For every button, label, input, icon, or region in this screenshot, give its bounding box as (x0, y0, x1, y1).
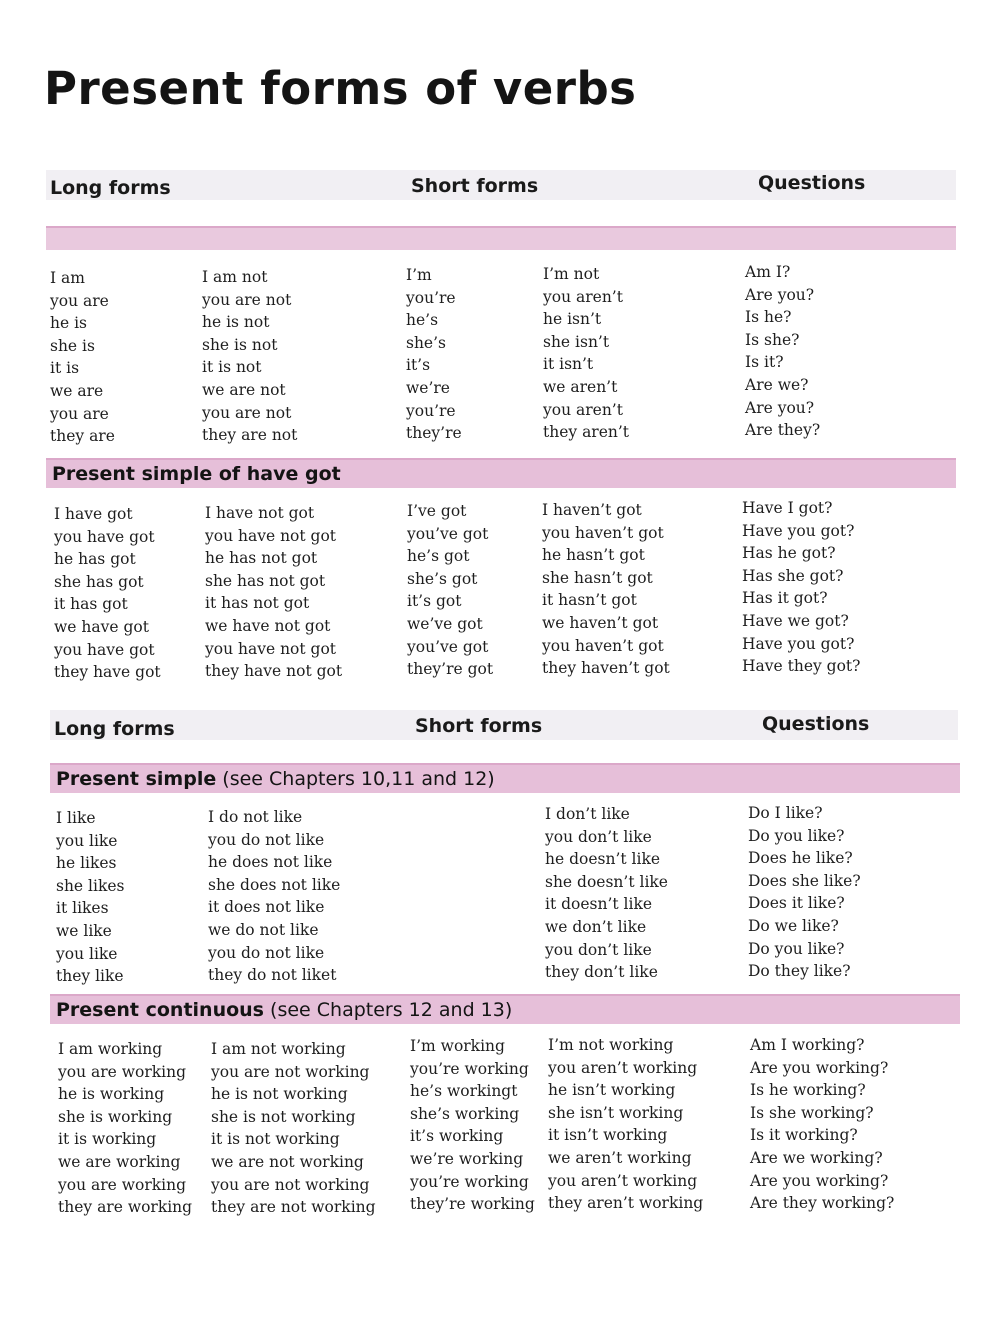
present-continuous-questions-column (750, 1034, 894, 1215)
list-item: you are (50, 291, 109, 310)
list-item: I don’t like (545, 805, 630, 823)
list-item: you aren’t (543, 400, 623, 419)
list-item: Do I like? (748, 804, 823, 822)
list-item: you do not like (208, 830, 325, 849)
list-item: Are they working? (750, 1194, 895, 1213)
list-item: it is working (58, 1130, 157, 1149)
list-item: we don’t like (545, 917, 647, 936)
list-item: it has not got (205, 594, 310, 613)
list-item: I am not (202, 268, 268, 286)
list-item: Am I? (745, 263, 791, 281)
list-item: we have got (54, 617, 149, 636)
list-item: they have got (54, 663, 161, 682)
list-item: it’s got (407, 592, 462, 611)
list-item: you have got (54, 640, 155, 659)
chapter-reference: (see Chapters 12 and 13) (270, 999, 513, 1021)
list-item: Is it working? (750, 1126, 858, 1145)
short-forms-header: Short forms (411, 175, 539, 197)
list-item: Is he working? (750, 1081, 866, 1100)
long-forms-header: Long forms (50, 177, 171, 199)
list-item: you’re working (410, 1172, 529, 1191)
list-item: Are they? (745, 421, 821, 440)
list-item: Are you? (745, 285, 815, 304)
list-item: they have not got (205, 662, 343, 681)
list-item: Are you? (745, 398, 815, 417)
list-item: you’re (406, 401, 456, 420)
page-title: Present forms of verbs (44, 62, 637, 115)
list-item: you aren’t working (548, 1058, 698, 1077)
list-item: Are you working? (750, 1171, 889, 1190)
present-continuous-long-positive-column (58, 1038, 192, 1219)
list-item: he has not got (205, 549, 318, 568)
list-item: she has not got (205, 571, 326, 590)
list-item: he hasn’t got (542, 546, 645, 565)
list-item: you’re (406, 288, 456, 307)
list-item: you have got (54, 527, 155, 546)
list-item: you do not like (208, 943, 325, 962)
list-item: you haven’t got (542, 523, 664, 542)
list-item: he likes (56, 854, 117, 873)
questions-header: Questions (758, 172, 866, 194)
list-item: we’re (406, 378, 450, 397)
be-long-negative-column (202, 266, 297, 447)
list-item: he has got (54, 550, 136, 569)
list-item: I haven’t got (542, 501, 642, 519)
list-item: I like (56, 809, 96, 827)
have-got-long-negative-column (205, 502, 342, 683)
list-item: it is not (202, 358, 262, 377)
present-simple-section-heading (50, 763, 960, 793)
list-item: they haven’t got (542, 659, 670, 678)
list-item: she likes (56, 876, 125, 895)
list-item: Does she like? (748, 871, 861, 890)
list-item: it likes (56, 899, 109, 918)
present-simple-long-positive-column (56, 807, 124, 988)
list-item: you haven’t got (542, 636, 664, 655)
list-item: you are not working (211, 1062, 370, 1081)
list-item: I’m working (410, 1037, 505, 1055)
present-continuous-short-positive-column (410, 1035, 535, 1216)
section-title: Present simple of have got (52, 463, 341, 485)
list-item: we aren’t (543, 377, 618, 396)
list-item: you are (50, 404, 109, 423)
section-title: Present simple (56, 768, 217, 790)
list-item: he does not like (208, 853, 333, 872)
list-item: we are (50, 381, 104, 400)
list-item: she is (50, 336, 95, 355)
list-item: we aren’t working (548, 1148, 692, 1167)
be-long-positive-column (50, 267, 115, 448)
list-item: she has got (54, 572, 144, 591)
list-item: she doesn’t like (545, 872, 668, 891)
list-item: they are not (202, 426, 298, 445)
list-item: Do you like? (748, 939, 845, 958)
list-item: it’s working (410, 1127, 504, 1146)
have-got-short-negative-column (542, 499, 670, 680)
list-item: you like (56, 944, 118, 963)
list-item: she’s working (410, 1104, 520, 1123)
list-item: I’m (406, 266, 432, 284)
list-item: she is not working (211, 1107, 356, 1126)
list-item: I am not working (211, 1040, 346, 1058)
list-item: you have not got (205, 639, 337, 658)
short-forms-header: Short forms (415, 715, 543, 737)
list-item: Do we like? (748, 916, 839, 935)
list-item: you are not (202, 290, 292, 309)
present-simple-long-negative-column (208, 806, 340, 987)
list-item: we’ve got (407, 614, 483, 633)
have-got-long-positive-column (54, 503, 161, 684)
list-item: we are not working (211, 1152, 364, 1171)
list-item: I have got (54, 505, 133, 523)
list-item: you are not working (211, 1175, 370, 1194)
list-item: he is not (202, 313, 270, 332)
list-item: I am (50, 269, 85, 287)
list-item: she isn’t (543, 332, 610, 351)
list-item: they’re working (410, 1195, 535, 1214)
list-item: you are working (58, 1175, 187, 1194)
be-short-negative-column (543, 263, 629, 444)
list-item: he is not working (211, 1085, 348, 1104)
list-item: they’re got (407, 660, 494, 679)
list-item: Have we got? (742, 611, 849, 630)
list-item: it isn’t working (548, 1126, 668, 1145)
list-item: you aren’t working (548, 1171, 698, 1190)
list-item: she does not like (208, 875, 341, 894)
list-item: they’re (406, 424, 462, 443)
list-item: I’ve got (407, 502, 467, 520)
list-item: he isn’t (543, 310, 602, 329)
present-simple-questions-column (748, 802, 861, 983)
list-item: I am working (58, 1040, 163, 1058)
list-item: they are working (58, 1198, 193, 1217)
list-item: Is he? (745, 308, 792, 327)
list-item: I do not like (208, 808, 303, 826)
list-item: Is she working? (750, 1103, 874, 1122)
list-item: they don’t like (545, 963, 658, 982)
list-item: Is it? (745, 353, 784, 372)
list-item: it has got (54, 595, 128, 614)
have-got-section-heading (46, 458, 956, 488)
have-got-questions-column (742, 497, 860, 678)
list-item: it hasn’t got (542, 591, 637, 610)
list-item: he doesn’t like (545, 850, 661, 869)
list-item: Do they like? (748, 962, 851, 981)
list-item: we do not like (208, 920, 319, 939)
list-item: Have you got? (742, 634, 855, 653)
list-item: he isn’t working (548, 1081, 676, 1100)
list-item: they aren’t working (548, 1194, 704, 1213)
list-item: he’s workingt (410, 1082, 518, 1101)
be-section-band (46, 226, 956, 250)
list-item: they are not working (211, 1198, 376, 1217)
list-item: they aren’t (543, 423, 630, 442)
list-item: she is working (58, 1107, 173, 1126)
list-item: it doesn’t like (545, 895, 653, 914)
list-item: Have you got? (742, 521, 855, 540)
list-item: Do you like? (748, 826, 845, 845)
list-item: you’ve got (407, 524, 489, 543)
list-item: she hasn’t got (542, 568, 653, 587)
list-item: it’s (406, 356, 431, 375)
list-item: it is (50, 359, 80, 378)
have-got-short-positive-column (407, 500, 493, 681)
list-item: we are not (202, 380, 286, 399)
list-item: Does it like? (748, 894, 845, 913)
list-item: we have not got (205, 616, 331, 635)
list-item: Are we? (745, 375, 809, 394)
list-item: you are working (58, 1062, 187, 1081)
section-title: Present continuous (56, 999, 264, 1021)
list-item: we like (56, 921, 112, 940)
list-item: Have I got? (742, 499, 833, 517)
list-item: you like (56, 831, 118, 850)
list-item: you don’t like (545, 940, 652, 959)
list-item: he is (50, 314, 87, 333)
be-short-positive-column (406, 264, 462, 445)
list-item: Am I working? (750, 1036, 865, 1054)
list-item: he’s got (407, 547, 470, 566)
list-item: we are working (58, 1152, 181, 1171)
present-simple-short-negative-column (545, 803, 668, 984)
list-item: Is she? (745, 330, 800, 349)
list-item: you don’t like (545, 827, 652, 846)
list-item: we’re working (410, 1149, 524, 1168)
list-item: you aren’t (543, 287, 623, 306)
present-continuous-short-negative-column (548, 1034, 703, 1215)
list-item: I have not got (205, 504, 315, 522)
list-item: it does not like (208, 898, 325, 917)
list-item: you have not got (205, 526, 337, 545)
long-forms-header: Long forms (54, 718, 175, 740)
list-item: Has she got? (742, 566, 844, 585)
list-item: I’m not working (548, 1036, 674, 1054)
list-item: you’ve got (407, 637, 489, 656)
list-item: it is not working (211, 1130, 340, 1149)
list-item: Have they got? (742, 657, 861, 676)
chapter-reference: (see Chapters 10,11 and 12) (222, 768, 495, 790)
list-item: you’re working (410, 1059, 529, 1078)
present-continuous-long-negative-column (211, 1038, 376, 1219)
list-item: they like (56, 967, 124, 986)
list-item: Does he like? (748, 849, 853, 868)
list-item: she’s (406, 333, 446, 352)
list-item: he is working (58, 1085, 165, 1104)
list-item: we haven’t got (542, 613, 659, 632)
list-item: she’s got (407, 569, 478, 588)
list-item: I’m not (543, 265, 600, 283)
present-continuous-section-heading (50, 994, 960, 1024)
list-item: she is not (202, 335, 278, 354)
list-item: Are you working? (750, 1058, 889, 1077)
list-item: he’s (406, 311, 439, 330)
questions-header: Questions (762, 713, 870, 735)
be-questions-column (745, 261, 820, 442)
list-item: Are we working? (750, 1148, 883, 1167)
list-item: they are (50, 427, 115, 446)
list-item: Has it got? (742, 589, 828, 608)
list-item: it isn’t (543, 355, 594, 374)
list-item: you are not (202, 403, 292, 422)
list-item: Has he got? (742, 544, 836, 563)
list-item: she isn’t working (548, 1103, 684, 1122)
list-item: they do not liket (208, 966, 337, 985)
